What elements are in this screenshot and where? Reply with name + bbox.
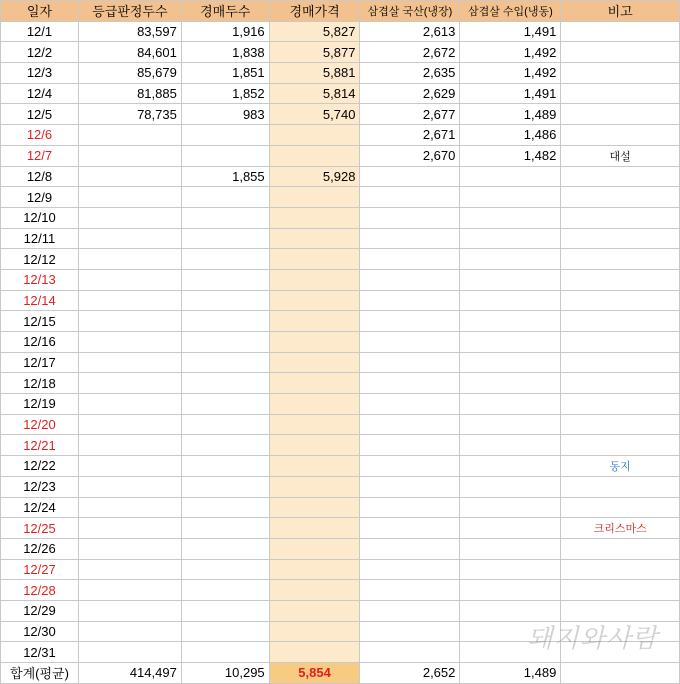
table-row	[1, 435, 680, 456]
row-domestic	[360, 332, 460, 353]
row-imported	[460, 435, 561, 456]
row-date: 12/12	[1, 249, 79, 270]
row-domestic	[360, 166, 460, 187]
row-auction-count	[181, 311, 269, 332]
row-note	[561, 373, 680, 394]
row-domestic	[360, 373, 460, 394]
row-auction-count	[181, 228, 269, 249]
row-auction-price	[269, 642, 360, 663]
row-auction-price: 5,827	[269, 21, 360, 42]
row-note	[561, 580, 680, 601]
row-date: 12/19	[1, 394, 79, 415]
row-grade-count: 84,601	[78, 42, 181, 63]
header-auction-count: 경매두수	[181, 1, 269, 22]
row-grade-count	[78, 187, 181, 208]
row-domestic: 2,629	[360, 83, 460, 104]
row-note: 크리스마스	[561, 518, 680, 539]
table-row	[1, 559, 680, 580]
row-domestic	[360, 394, 460, 415]
row-note	[561, 352, 680, 373]
row-domestic	[360, 414, 460, 435]
row-auction-price	[269, 332, 360, 353]
row-date: 12/9	[1, 187, 79, 208]
totals-row	[1, 663, 680, 684]
row-grade-count	[78, 456, 181, 477]
row-note	[561, 435, 680, 456]
row-grade-count	[78, 228, 181, 249]
row-domestic	[360, 621, 460, 642]
row-domestic	[360, 642, 460, 663]
row-imported: 1,482	[460, 145, 561, 166]
row-imported	[460, 559, 561, 580]
row-date: 12/26	[1, 538, 79, 559]
row-date: 12/20	[1, 414, 79, 435]
row-grade-count	[78, 518, 181, 539]
row-note	[561, 332, 680, 353]
row-domestic	[360, 497, 460, 518]
row-domestic	[360, 269, 460, 290]
row-date: 12/5	[1, 104, 79, 125]
row-auction-count: 983	[181, 104, 269, 125]
row-imported	[460, 269, 561, 290]
row-auction-price	[269, 207, 360, 228]
table-row	[1, 207, 680, 228]
row-date: 12/6	[1, 125, 79, 146]
row-auction-count	[181, 435, 269, 456]
row-note	[561, 290, 680, 311]
row-auction-count	[181, 518, 269, 539]
row-auction-price	[269, 476, 360, 497]
row-domestic	[360, 249, 460, 270]
totals-grade-count: 414,497	[78, 663, 181, 684]
row-imported	[460, 414, 561, 435]
row-auction-count: 1,851	[181, 63, 269, 84]
row-note	[561, 166, 680, 187]
row-date: 12/10	[1, 207, 79, 228]
row-note	[561, 538, 680, 559]
row-date: 12/29	[1, 600, 79, 621]
row-imported: 1,491	[460, 83, 561, 104]
row-grade-count	[78, 166, 181, 187]
table-row	[1, 145, 680, 166]
row-date: 12/21	[1, 435, 79, 456]
row-auction-price	[269, 456, 360, 477]
row-imported	[460, 497, 561, 518]
watermark-logo: 돼지와사람	[527, 624, 658, 654]
row-auction-count: 1,916	[181, 21, 269, 42]
row-grade-count	[78, 476, 181, 497]
totals-imported: 1,489	[460, 663, 561, 684]
row-grade-count: 81,885	[78, 83, 181, 104]
row-grade-count	[78, 600, 181, 621]
row-grade-count	[78, 580, 181, 601]
row-domestic: 2,613	[360, 21, 460, 42]
row-note	[561, 414, 680, 435]
row-auction-count	[181, 476, 269, 497]
row-note	[561, 63, 680, 84]
row-imported	[460, 166, 561, 187]
row-auction-count: 1,852	[181, 83, 269, 104]
row-note	[561, 559, 680, 580]
row-note	[561, 21, 680, 42]
row-date: 12/16	[1, 332, 79, 353]
table-row	[1, 63, 680, 84]
row-imported	[460, 580, 561, 601]
row-imported	[460, 518, 561, 539]
header-imported-pork-belly: 삼겹살 수입(냉동)	[460, 1, 561, 22]
row-grade-count	[78, 414, 181, 435]
row-domestic	[360, 187, 460, 208]
row-note	[561, 104, 680, 125]
row-note	[561, 125, 680, 146]
row-grade-count	[78, 394, 181, 415]
row-auction-count	[181, 125, 269, 146]
row-note	[561, 83, 680, 104]
table-row	[1, 373, 680, 394]
table-row	[1, 187, 680, 208]
row-auction-price	[269, 600, 360, 621]
row-date: 12/14	[1, 290, 79, 311]
row-domestic: 2,635	[360, 63, 460, 84]
row-date: 12/4	[1, 83, 79, 104]
row-auction-price	[269, 249, 360, 270]
row-date: 12/24	[1, 497, 79, 518]
table-row	[1, 332, 680, 353]
row-auction-price	[269, 497, 360, 518]
row-note	[561, 228, 680, 249]
row-domestic	[360, 290, 460, 311]
row-note	[561, 311, 680, 332]
table-row	[1, 290, 680, 311]
row-auction-price	[269, 621, 360, 642]
row-date: 12/28	[1, 580, 79, 601]
row-imported: 1,492	[460, 42, 561, 63]
totals-auction-price: 5,854	[269, 663, 360, 684]
table-row	[1, 42, 680, 63]
row-imported	[460, 352, 561, 373]
row-grade-count	[78, 642, 181, 663]
table-row	[1, 249, 680, 270]
row-grade-count	[78, 269, 181, 290]
table-row	[1, 21, 680, 42]
row-auction-count	[181, 145, 269, 166]
row-date: 12/7	[1, 145, 79, 166]
row-auction-price	[269, 187, 360, 208]
row-auction-price	[269, 559, 360, 580]
row-imported	[460, 207, 561, 228]
row-grade-count	[78, 332, 181, 353]
row-imported	[460, 373, 561, 394]
row-auction-price	[269, 373, 360, 394]
header-date: 일자	[1, 1, 79, 22]
row-auction-count: 1,838	[181, 42, 269, 63]
row-auction-count	[181, 290, 269, 311]
table-row	[1, 269, 680, 290]
row-auction-count	[181, 621, 269, 642]
table-row	[1, 228, 680, 249]
row-domestic: 2,670	[360, 145, 460, 166]
row-auction-price	[269, 352, 360, 373]
row-grade-count: 78,735	[78, 104, 181, 125]
table-body	[1, 21, 680, 662]
row-auction-price	[269, 269, 360, 290]
row-domestic	[360, 207, 460, 228]
row-imported	[460, 394, 561, 415]
table-row	[1, 104, 680, 125]
row-auction-price: 5,877	[269, 42, 360, 63]
row-auction-count	[181, 394, 269, 415]
row-date: 12/18	[1, 373, 79, 394]
table-row	[1, 166, 680, 187]
row-grade-count	[78, 249, 181, 270]
row-date: 12/22	[1, 456, 79, 477]
row-auction-count	[181, 414, 269, 435]
row-domestic: 2,671	[360, 125, 460, 146]
row-date: 12/17	[1, 352, 79, 373]
table-row	[1, 83, 680, 104]
row-domestic	[360, 538, 460, 559]
table-row	[1, 394, 680, 415]
row-note: 동지	[561, 456, 680, 477]
row-domestic	[360, 352, 460, 373]
row-auction-count	[181, 352, 269, 373]
row-auction-price: 5,881	[269, 63, 360, 84]
row-imported	[460, 456, 561, 477]
row-auction-count	[181, 600, 269, 621]
row-note	[561, 207, 680, 228]
row-domestic	[360, 456, 460, 477]
row-note	[561, 497, 680, 518]
header-grade-count: 등급판정두수	[78, 1, 181, 22]
row-auction-price	[269, 145, 360, 166]
row-grade-count	[78, 290, 181, 311]
row-auction-price	[269, 518, 360, 539]
row-date: 12/2	[1, 42, 79, 63]
row-auction-count	[181, 207, 269, 228]
row-grade-count	[78, 125, 181, 146]
row-domestic	[360, 559, 460, 580]
row-note	[561, 269, 680, 290]
totals-auction-count: 10,295	[181, 663, 269, 684]
row-date: 12/11	[1, 228, 79, 249]
row-imported	[460, 290, 561, 311]
row-grade-count	[78, 621, 181, 642]
table-row	[1, 414, 680, 435]
row-date: 12/1	[1, 21, 79, 42]
row-note	[561, 187, 680, 208]
row-auction-count	[181, 456, 269, 477]
row-grade-count: 85,679	[78, 63, 181, 84]
row-imported	[460, 332, 561, 353]
row-domestic	[360, 518, 460, 539]
row-domestic	[360, 228, 460, 249]
row-auction-price: 5,928	[269, 166, 360, 187]
row-auction-price	[269, 538, 360, 559]
totals-note	[561, 663, 680, 684]
row-date: 12/3	[1, 63, 79, 84]
row-note	[561, 476, 680, 497]
row-imported	[460, 249, 561, 270]
table-row	[1, 311, 680, 332]
row-grade-count	[78, 559, 181, 580]
row-auction-price	[269, 394, 360, 415]
totals-label: 합계(평균)	[1, 663, 79, 684]
row-grade-count	[78, 311, 181, 332]
table-row	[1, 352, 680, 373]
table-header	[1, 1, 680, 22]
row-grade-count	[78, 207, 181, 228]
row-grade-count	[78, 497, 181, 518]
row-grade-count	[78, 538, 181, 559]
row-imported: 1,489	[460, 104, 561, 125]
table-row	[1, 538, 680, 559]
row-date: 12/15	[1, 311, 79, 332]
row-date: 12/25	[1, 518, 79, 539]
row-date: 12/31	[1, 642, 79, 663]
row-domestic	[360, 435, 460, 456]
row-grade-count	[78, 352, 181, 373]
row-imported	[460, 187, 561, 208]
row-auction-price	[269, 435, 360, 456]
table-row	[1, 456, 680, 477]
row-auction-price	[269, 414, 360, 435]
row-auction-price	[269, 228, 360, 249]
table-row	[1, 497, 680, 518]
row-date: 12/13	[1, 269, 79, 290]
totals-domestic: 2,652	[360, 663, 460, 684]
row-auction-price	[269, 125, 360, 146]
row-domestic	[360, 600, 460, 621]
row-imported	[460, 476, 561, 497]
row-auction-count	[181, 187, 269, 208]
row-auction-count	[181, 373, 269, 394]
row-auction-count	[181, 269, 269, 290]
row-date: 12/8	[1, 166, 79, 187]
table-row	[1, 518, 680, 539]
row-grade-count	[78, 373, 181, 394]
row-imported: 1,486	[460, 125, 561, 146]
row-grade-count	[78, 145, 181, 166]
row-domestic	[360, 311, 460, 332]
row-auction-count	[181, 497, 269, 518]
row-imported	[460, 228, 561, 249]
row-grade-count: 83,597	[78, 21, 181, 42]
table-row	[1, 580, 680, 601]
row-auction-price	[269, 290, 360, 311]
row-domestic: 2,672	[360, 42, 460, 63]
row-domestic: 2,677	[360, 104, 460, 125]
row-note	[561, 394, 680, 415]
table-row	[1, 125, 680, 146]
row-date: 12/23	[1, 476, 79, 497]
row-imported: 1,491	[460, 21, 561, 42]
row-auction-price: 5,814	[269, 83, 360, 104]
row-imported	[460, 311, 561, 332]
row-note	[561, 42, 680, 63]
table-row	[1, 476, 680, 497]
row-auction-count	[181, 580, 269, 601]
row-auction-count	[181, 642, 269, 663]
row-domestic	[360, 580, 460, 601]
row-grade-count	[78, 435, 181, 456]
row-note	[561, 249, 680, 270]
row-imported: 1,492	[460, 63, 561, 84]
row-auction-count	[181, 249, 269, 270]
header-notes: 비고	[561, 1, 680, 22]
row-auction-price	[269, 311, 360, 332]
row-date: 12/27	[1, 559, 79, 580]
header-auction-price: 경매가격	[269, 1, 360, 22]
row-imported	[460, 538, 561, 559]
row-note: 대설	[561, 145, 680, 166]
table-footer	[1, 663, 680, 684]
row-auction-count: 1,855	[181, 166, 269, 187]
row-domestic	[360, 476, 460, 497]
row-auction-count	[181, 538, 269, 559]
header-domestic-pork-belly: 삼겹살 국산(냉장)	[360, 1, 460, 22]
row-date: 12/30	[1, 621, 79, 642]
row-auction-count	[181, 332, 269, 353]
row-auction-price: 5,740	[269, 104, 360, 125]
row-auction-price	[269, 580, 360, 601]
row-auction-count	[181, 559, 269, 580]
